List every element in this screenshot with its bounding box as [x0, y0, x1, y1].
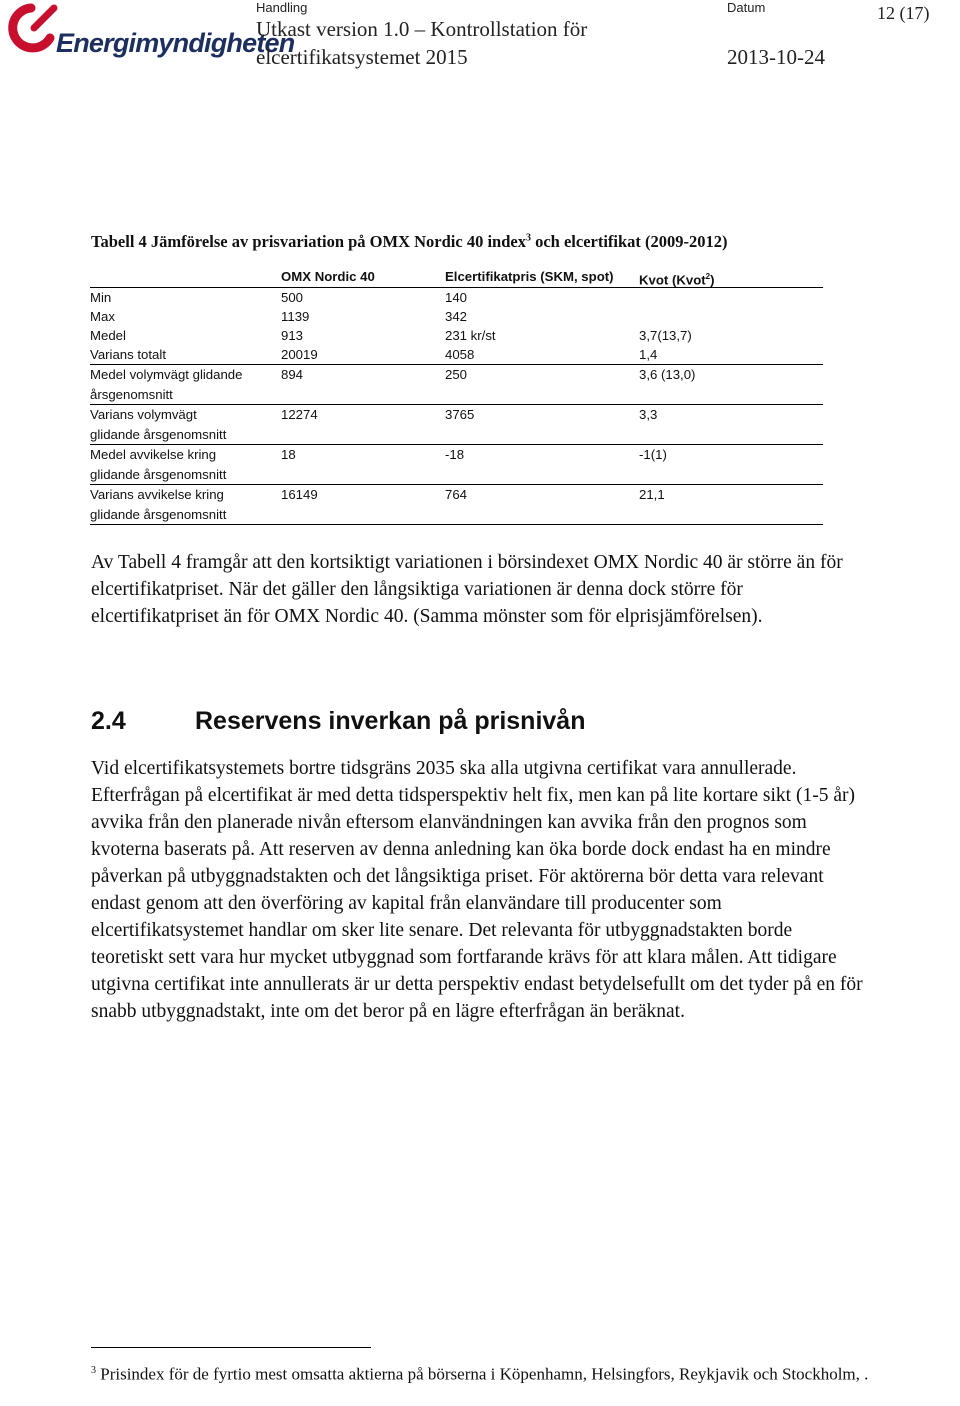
- row-label-line2: årsgenomsnitt: [90, 386, 173, 402]
- table-header: [90, 265, 823, 288]
- row-label-line1: Varians avvikelse kring: [90, 487, 224, 502]
- row-label: Medel: [90, 328, 126, 343]
- row-label-line1: Medel volymvägt glidande: [90, 367, 243, 382]
- col-header-elcert: Elcertifikatpris (SKM, spot): [445, 269, 614, 284]
- row-label: Varians totalt: [90, 347, 166, 362]
- cell-omx: 1139: [281, 309, 310, 324]
- table-caption: [91, 232, 728, 252]
- handling-value-line1: Utkast version 1.0 – Kontrollstation för: [256, 17, 588, 41]
- col-header-omx: OMX Nordic 40: [281, 269, 375, 284]
- section-number: 2.4: [91, 707, 126, 735]
- cell-kvot: 3,3: [639, 407, 658, 422]
- table-row: [90, 288, 823, 307]
- datum-value: 2013-10-24: [727, 45, 825, 69]
- kvot-label: Kvot (Kvot: [639, 272, 706, 288]
- row-label-line2: glidande årsgenomsnitt: [90, 426, 227, 442]
- caption-footnote-ref: 3: [525, 232, 531, 244]
- row-label: [90, 485, 265, 524]
- kvot-sup: 2: [705, 272, 711, 281]
- cell-omx: 20019: [281, 347, 318, 362]
- handling-label: Handling: [256, 0, 308, 15]
- row-label-line2: glidande årsgenomsnitt: [90, 506, 227, 522]
- row-label: [90, 405, 265, 444]
- cell-elc: 342: [445, 309, 468, 324]
- row-label: Min: [90, 290, 112, 305]
- cell-omx: 913: [281, 328, 304, 343]
- row-label-line1: Varians volymvägt: [90, 407, 197, 422]
- cell-kvot: 1,4: [639, 347, 658, 362]
- kvot-close: ): [710, 272, 715, 288]
- paragraph-table-summary: Av Tabell 4 framgår att den kortsiktigt variationen i börsindexet OMX Nordic 40 är större än för elcertifikatpriset. När det gäller den långsiktiga variationen är denna dock större för elcertifikatpriset än för OMX Nordic 40. (Samma mönster som för elprisjämförelsen).: [91, 552, 843, 627]
- row-label-line1: Medel avvikelse kring: [90, 447, 217, 462]
- table-row: [90, 326, 823, 345]
- row-label: [90, 365, 265, 404]
- table-row: [90, 405, 823, 445]
- cell-elc: -18: [445, 447, 465, 462]
- cell-omx: 500: [281, 290, 304, 305]
- col-header-kvot: [639, 267, 715, 290]
- cell-kvot: 3,7(13,7): [639, 328, 692, 343]
- cell-omx: 16149: [281, 487, 318, 502]
- table-row: [90, 485, 823, 525]
- cell-elc: 764: [445, 487, 468, 502]
- cell-elc: 3765: [445, 407, 475, 422]
- logo-text: Energimyndigheten: [56, 28, 295, 58]
- cell-omx: 12274: [281, 407, 318, 422]
- cell-elc: 231 kr/st: [445, 328, 496, 343]
- cell-elc: 250: [445, 367, 468, 382]
- cell-kvot: -1(1): [639, 447, 667, 462]
- footnote-text: Prisindex för de fyrtio mest omsatta aktierna på börserna i Köpenhamn, Helsingfors, Reykjavik och Stockholm, .: [96, 1364, 869, 1384]
- footnote-divider: [91, 1347, 371, 1348]
- cell-kvot: 21,1: [639, 487, 665, 502]
- table-row: [90, 365, 823, 405]
- table-row: [90, 445, 823, 485]
- footnote-number: 3: [91, 1365, 96, 1376]
- section-title: Reservens inverkan på prisnivån: [195, 707, 586, 735]
- row-label-line2: glidande årsgenomsnitt: [90, 466, 227, 482]
- table-row: [90, 345, 823, 365]
- cell-elc: 4058: [445, 347, 475, 362]
- row-label: [90, 445, 265, 484]
- cell-omx: 894: [281, 367, 304, 382]
- cell-omx: 18: [281, 447, 296, 462]
- page-number: 12 (17): [877, 3, 930, 23]
- cell-kvot: 3,6 (13,0): [639, 367, 696, 382]
- row-label: Max: [90, 309, 115, 324]
- footnote: [91, 1360, 881, 1386]
- comparison-table: [90, 265, 823, 525]
- table-row: [90, 307, 823, 326]
- caption-main: Tabell 4 Jämförelse av prisvariation på OMX Nordic 40 index: [91, 232, 526, 251]
- cell-elc: 140: [445, 290, 468, 305]
- energimyndigheten-logo-icon: [4, 2, 58, 58]
- datum-label: Datum: [727, 0, 766, 15]
- paragraph-reserve: Vid elcertifikatsystemets bortre tidsgräns 2035 ska alla utgivna certifikat vara annullerade. Efterfrågan på elcertifikat är med detta tidsperspektiv helt fix, men kan på lite kortare sikt (1-5 år) avvika från den planerade nivån eftersom elanvändningen kan avvika från den prognos som kvoterna baserats på. Att reserven av denna anledning kan öka borde dock endast ha en mindre påverkan på utbyggnadstakten och det långsiktiga priset. För aktörerna bör detta vara relevant endast genom att den överföring av kapital från elanvändare till producenter som elcertifikatsystemet handlar om sker lite senare. Det relevanta för utbyggnadstakten borde teoretiskt sett vara hur mycket utbyggnad som fortfarande krävs för att klara målen. Att tidigare utgivna certifikat inte annullerats är ur detta perspektiv endast betydelsefullt om det tyder på en för snabb utbyggnadstakt, inte om det beror på en lägre efterfrågan än beräknat.: [91, 758, 863, 1022]
- section-heading: [91, 707, 585, 736]
- caption-end: och elcertifikat (2009-2012): [530, 232, 728, 251]
- handling-value-line2: elcertifikatsystemet 2015: [256, 45, 468, 69]
